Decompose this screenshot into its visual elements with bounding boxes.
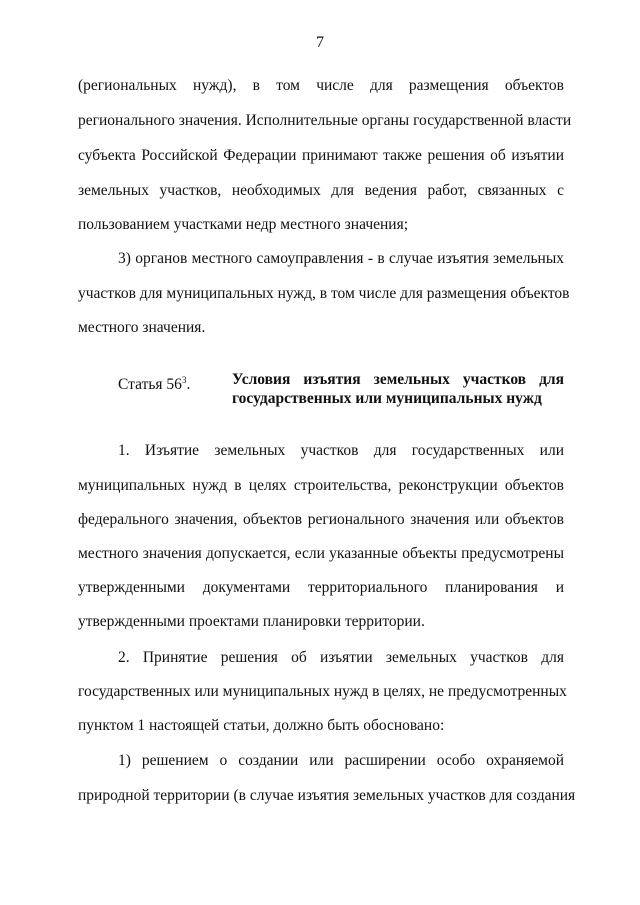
text-line: земельных участков, необходимых для ведения работ, связанных с	[78, 182, 564, 199]
text-line: 1. Изъятие земельных участков для государственных или	[118, 442, 564, 459]
text-line: 3) органов местного самоуправления - в случае изъятия земельных	[118, 250, 564, 267]
article-label-superscript: 3	[181, 375, 187, 385]
text-line: федерального значения, объектов регионального значения или объектов	[78, 511, 564, 528]
article-label	[118, 370, 190, 395]
text-line: (региональных нужд), в том числе для размещения объектов	[78, 77, 564, 94]
page-number: 7	[316, 34, 324, 51]
text-line: 2. Принятие решения об изъятии земельных участков для	[118, 649, 564, 666]
text-line: пользованием участками недр местного значения;	[78, 216, 409, 233]
article-title-line: Условия изъятия земельных участков для	[232, 371, 564, 388]
text-line: 1) решением о создании или расширении особо охраняемой	[118, 752, 564, 769]
text-line: субъекта Российской Федерации принимают также решения об изъятии	[78, 147, 564, 164]
article-label-suffix: .	[186, 376, 191, 394]
text-line: природной территории (в случае изъятия земельных участков для создания	[78, 787, 576, 804]
text-line: государственных или муниципальных нужд в целях, не предусмотренных	[78, 683, 567, 700]
text-line: утвержденными документами территориального планирования и	[78, 579, 564, 596]
text-line: утвержденными проектами планировки территории.	[78, 613, 425, 630]
text-line: муниципальных нужд в целях строительства, реконструкции объектов	[78, 477, 564, 494]
article-title-line: государственных или муниципальных нужд	[232, 390, 542, 407]
text-line: местного значения допускается, если указанные объекты предусмотрены	[78, 545, 564, 562]
text-line: местного значения.	[78, 319, 206, 336]
article-label-text: Статья 56	[118, 376, 182, 394]
text-line: участков для муниципальных нужд, в том числе для размещения объектов	[78, 285, 570, 302]
text-line: регионального значения. Исполнительные органы государственной власти	[78, 112, 572, 129]
text-line: пунктом 1 настоящей статьи, должно быть обосновано:	[78, 717, 445, 734]
